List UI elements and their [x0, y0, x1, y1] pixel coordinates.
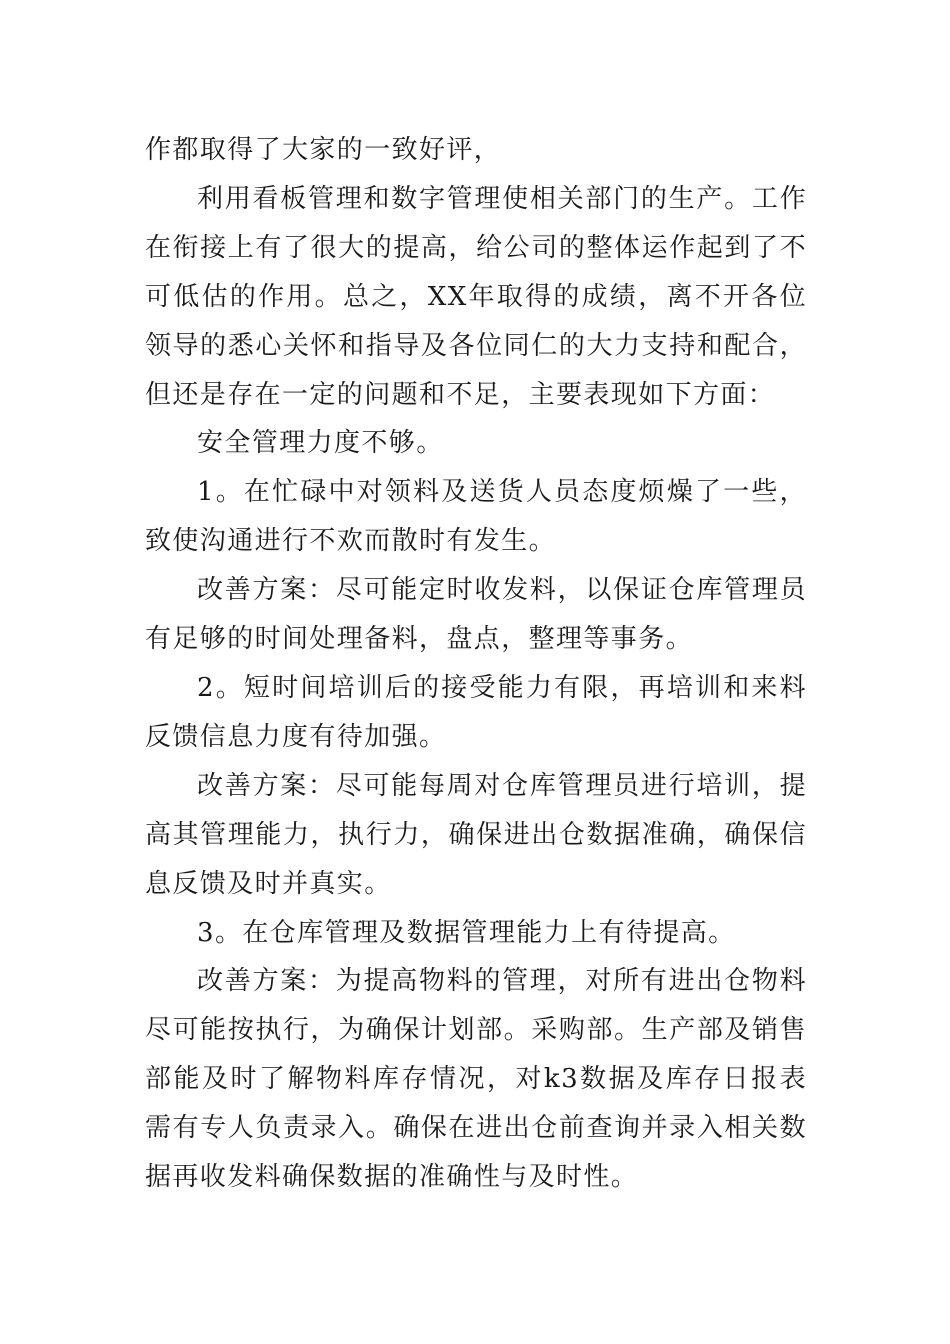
paragraph-4: 1。在忙碌中对领料及送货人员态度烦燥了一些，致使沟通进行不欢而散时有发生。 [145, 477, 807, 557]
paragraph-1: 作都取得了大家的一致好评， [145, 135, 502, 165]
paragraph-5: 改善方案：尽可能定时收发料，以保证仓库管理员有足够的时间处理备料，盘点，整理等事务。 [145, 575, 807, 655]
paragraph-8: 3。在仓库管理及数据管理能力上有待提高。 [197, 917, 736, 948]
paragraph-2: 利用看板管理和数字管理使相关部门的生产。工作在衔接上有了很大的提高，给公司的整体运作起到了不可低估的作用。总之，XX年取得的成绩，离不开各位领导的悉心关怀和指导及各位同仁的大力支持和配合，但还是存在一定的问题和不足，主要表现如下方面： [145, 183, 807, 410]
paragraph-9: 改善方案：为提高物料的管理，对所有进出仓物料尽可能按执行，为确保计划部。采购部。生产部及销售部能及时了解物料库存情况，对k3数据及库存日报表需有专人负责录入。确保在进出仓前查询并录入相关数据再收发料确保数据的准确性与及时性。 [145, 966, 807, 1193]
document-body [145, 126, 807, 1202]
paragraph-6: 2。短时间培训后的接受能力有限，再培训和来料反馈信息力度有待加强。 [145, 672, 807, 752]
paragraph-7: 改善方案：尽可能每周对仓库管理员进行培训，提高其管理能力，执行力，确保进出仓数据准确，确保信息反馈及时并真实。 [145, 770, 807, 899]
paragraph-3: 安全管理力度不够。 [197, 428, 444, 459]
